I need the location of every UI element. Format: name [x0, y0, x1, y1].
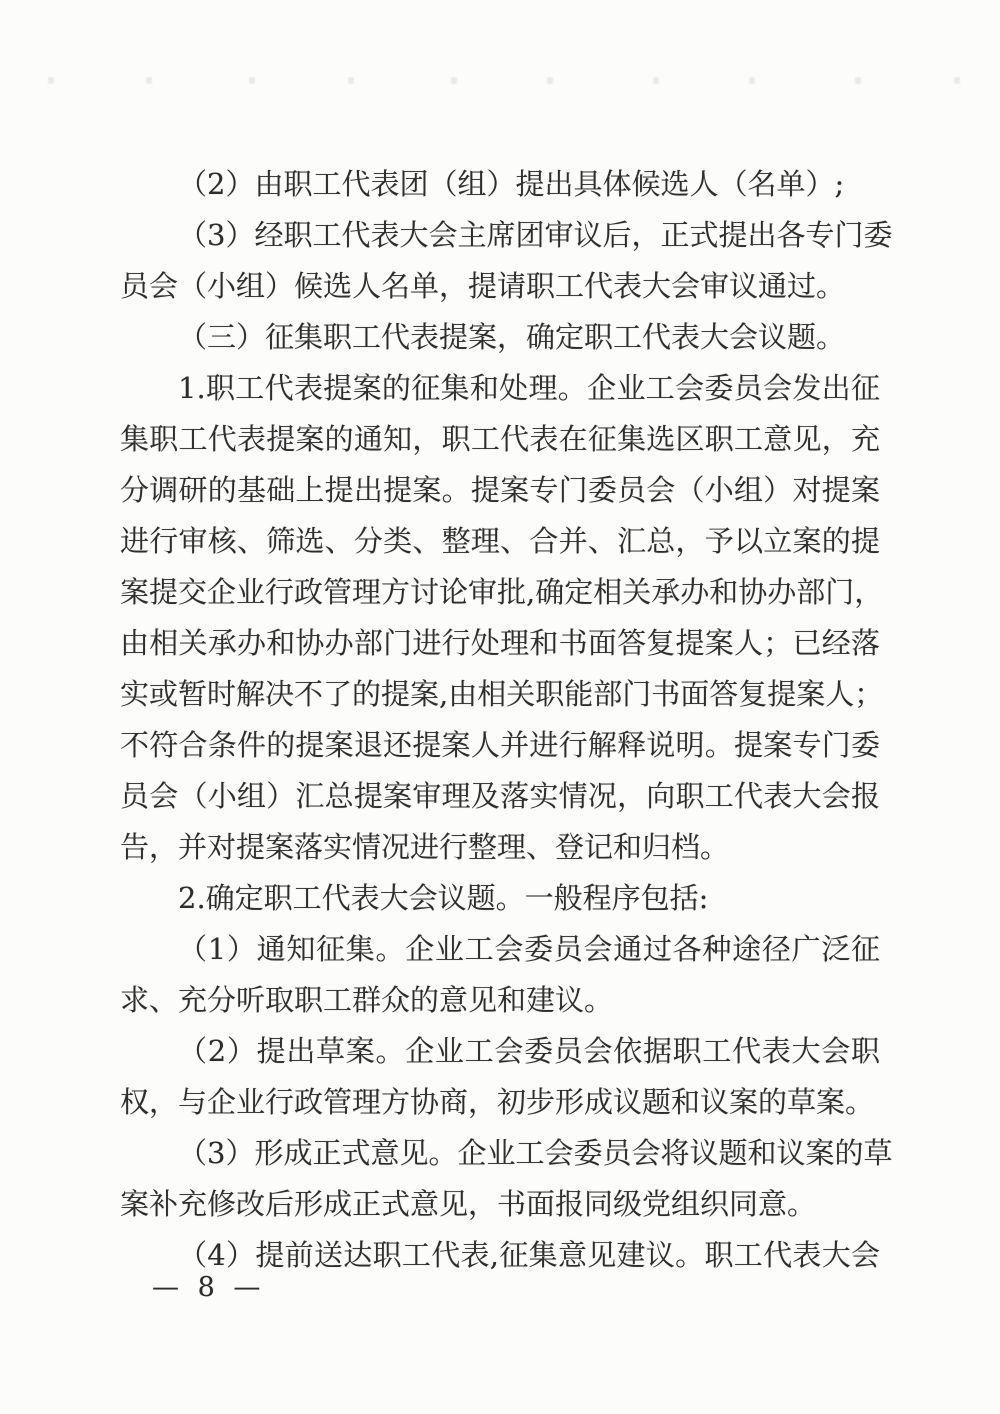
text-line: 实或暂时解决不了的提案,由相关职能部门书面答复提案人； [120, 677, 884, 711]
text-line: 集职工代表提案的通知，职工代表在征集选区职工意见，充 [120, 422, 880, 456]
text-line: （三）征集职工代表提案，确定职工代表大会议题。 [178, 320, 846, 354]
scan-artifact-dot [451, 77, 457, 84]
text-line: （1）通知征集。企业工会委员会通过各种途径广泛征 [178, 932, 880, 966]
text-line: 2.确定职工代表大会议题。一般程序包括: [178, 881, 709, 915]
text-line: 告，并对提案落实情况进行整理、登记和归档。 [120, 830, 730, 864]
scan-artifact-dot [249, 77, 255, 84]
text-line: （3）形成正式意见。企业工会委员会将议题和议案的草 [178, 1136, 893, 1170]
text-line: （3）经职工代表大会主席团审议后，正式提出各专门委 [178, 218, 893, 252]
scan-artifact-dot [954, 77, 960, 84]
text-line: 不符合条件的提案退还提案人并进行解释说明。提案专门委 [120, 728, 880, 762]
text-line: 由相关承办和协办部门进行处理和书面答复提案人；已经落 [120, 626, 880, 660]
text-line: （2）由职工代表团（组）提出具体候选人（名单）; [178, 167, 845, 201]
text-line: （4）提前送达职工代表,征集意见建议。职工代表大会 [178, 1238, 880, 1272]
scan-artifact-dot [855, 77, 861, 84]
document-body [120, 159, 893, 1281]
text-line: 进行审核、筛选、分类、整理、合并、汇总，予以立案的提 [120, 524, 880, 558]
page-number: — 8 — [152, 1272, 266, 1303]
text-line: 员会（小组）候选人名单，提请职工代表大会审议通过。 [120, 269, 846, 303]
text-line: 权，与企业行政管理方协商，初步形成议题和议案的草案。 [120, 1085, 875, 1119]
text-line: 员会（小组）汇总提案审理及落实情况，向职工代表大会报 [120, 779, 880, 813]
text-line: 案补充修改后形成正式意见，书面报同级党组织同意。 [120, 1187, 817, 1221]
scan-artifact-dot [749, 77, 755, 84]
scan-artifact-dot [48, 77, 54, 84]
text-line: （2）提出草案。企业工会委员会依据职工代表大会职 [178, 1034, 880, 1068]
text-line: 分调研的基础上提出提案。提案专门委员会（小组）对提案 [120, 473, 880, 507]
text-line: 案提交企业行政管理方讨论审批,确定相关承办和协办部门， [120, 575, 884, 609]
text-line: 1.职工代表提案的征集和处理。企业工会委员会发出征 [178, 371, 880, 405]
scan-artifact-dot [348, 77, 354, 84]
text-line: 求、充分听取职工群众的意见和建议。 [120, 983, 614, 1017]
scan-artifact-dot [547, 77, 553, 84]
scan-artifact-dot [653, 77, 659, 84]
scan-artifact-row [0, 77, 1000, 87]
scan-artifact-dot [146, 77, 152, 84]
